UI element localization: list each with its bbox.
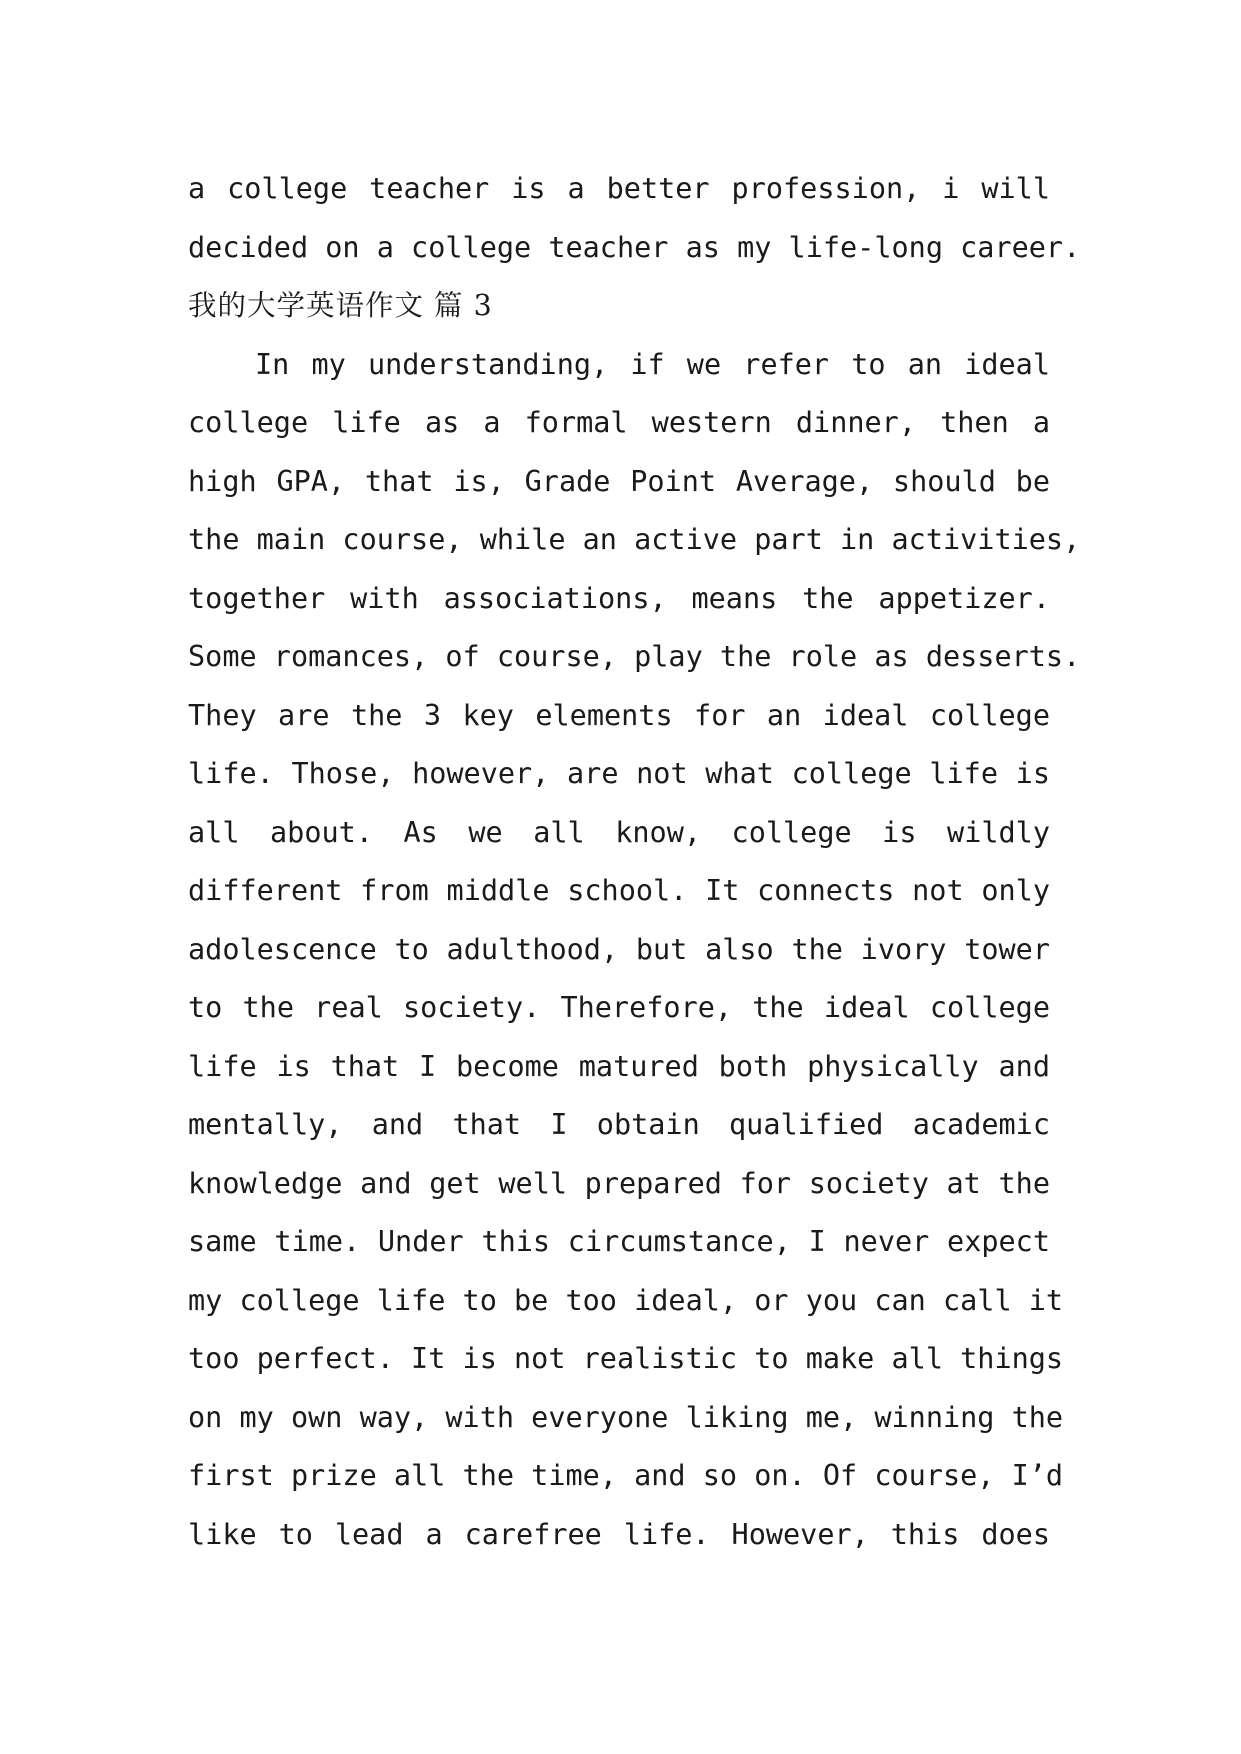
text-line: like to lead a carefree life. However, this does — [188, 1517, 1050, 1551]
text-line: life is that I become matured both physically and — [188, 1049, 1050, 1083]
text-line: They are the 3 key elements for an ideal college — [188, 698, 1050, 732]
text-line: the main course, while an active part in activities, — [188, 523, 1081, 556]
text-line: my college life to be too ideal, or you can call it — [188, 1283, 1064, 1317]
text-line: adolescence to adulthood, but also the ivory tower — [188, 932, 1050, 966]
section-heading: 我的大学英语作文 篇 3 — [188, 289, 493, 322]
text-line: too perfect. It is not realistic to make all things — [188, 1342, 1064, 1375]
text-line: first prize all the time, and so on. Of course, I’d — [188, 1459, 1064, 1492]
text-line: Some romances, of course, play the role as desserts. — [188, 640, 1081, 673]
text-line: In my understanding, if we refer to an ideal — [188, 347, 1050, 381]
text-line: decided on a college teacher as my life-long career. — [188, 230, 1081, 264]
text-line: college life as a formal western dinner, then a — [188, 406, 1050, 439]
document-body — [188, 160, 1081, 1564]
text-line: on my own way, with everyone liking me, winning the — [188, 1400, 1064, 1434]
text-line: same time. Under this circumstance, I never expect — [188, 1225, 1050, 1258]
text-line: to the real society. Therefore, the ideal college — [188, 991, 1050, 1024]
text-line: life. Those, however, are not what college life is — [188, 757, 1050, 790]
text-line: different from middle school. It connects not only — [188, 874, 1050, 907]
text-line: mentally, and that I obtain qualified academic — [188, 1108, 1050, 1141]
text-line: together with associations, means the appetizer. — [188, 581, 1050, 615]
previous-paragraph-tail — [188, 160, 1081, 277]
essay-paragraph — [188, 336, 1081, 1565]
text-line: all about. As we all know, college is wildly — [188, 815, 1050, 849]
text-line: a college teacher is a better profession, i will — [188, 172, 1050, 205]
text-line: knowledge and get well prepared for society at the — [188, 1166, 1050, 1200]
text-line: high GPA, that is, Grade Point Average, should be — [188, 464, 1050, 498]
